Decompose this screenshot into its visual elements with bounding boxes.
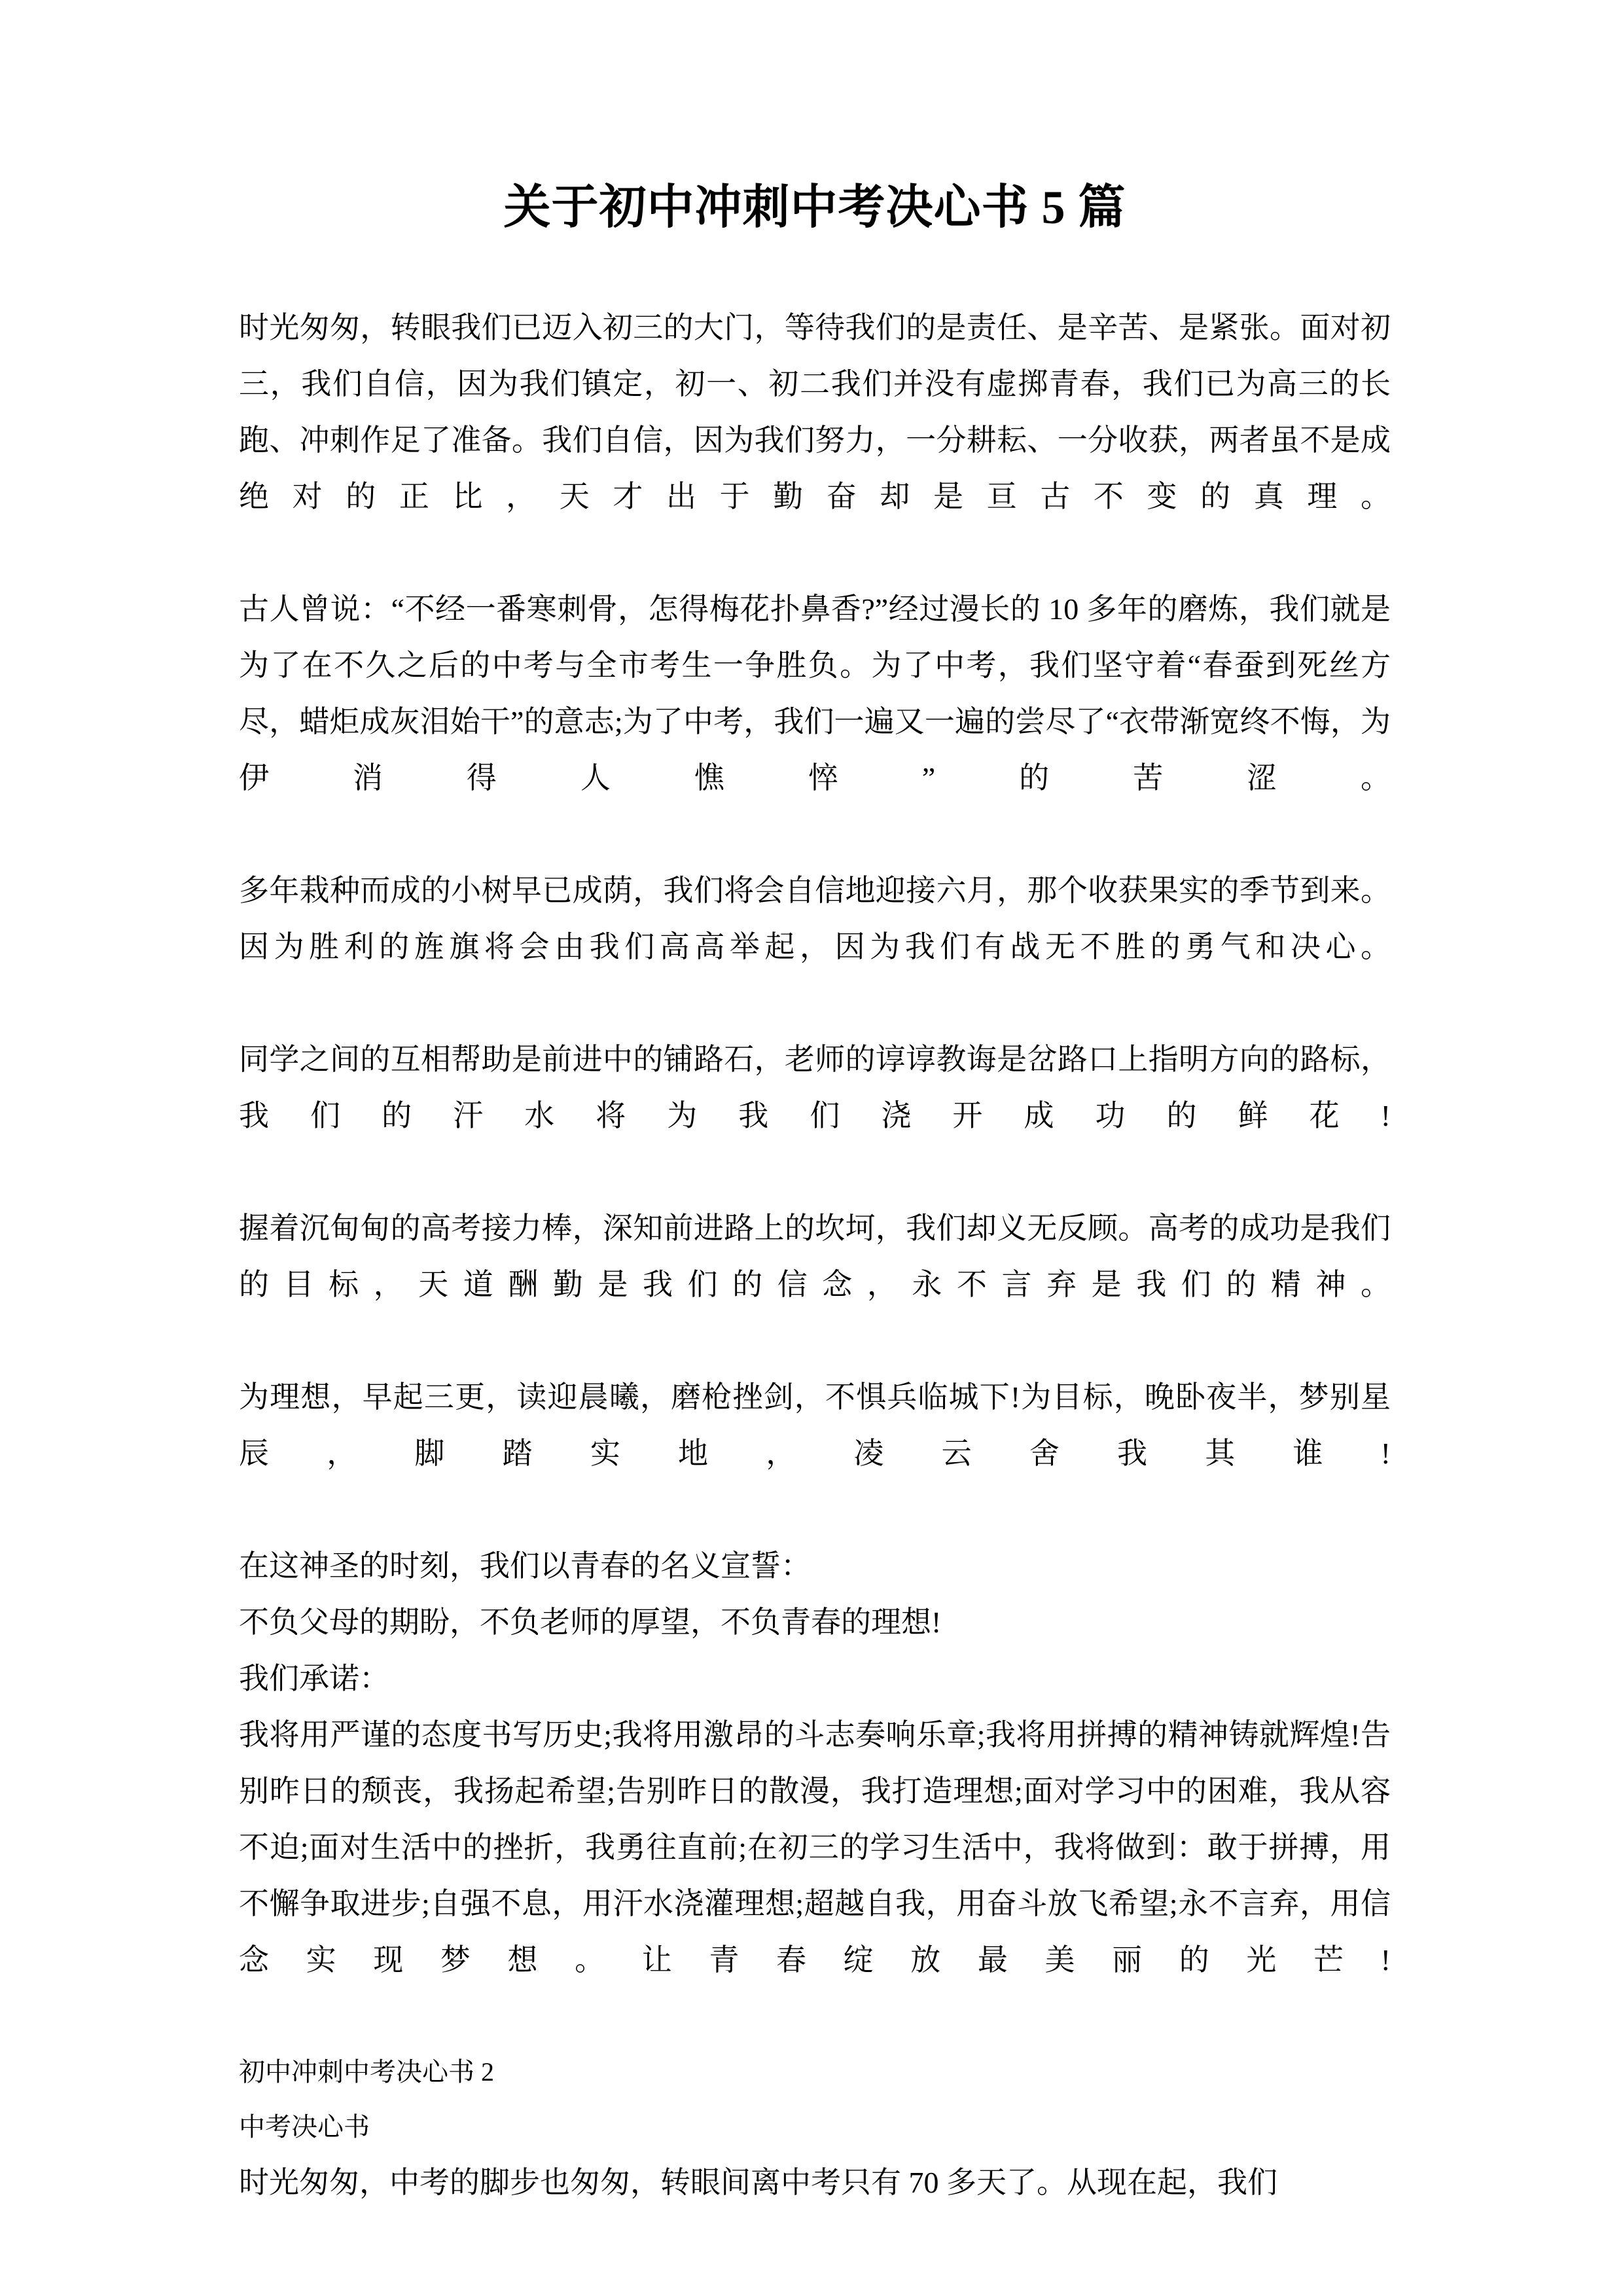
paragraph: 多年栽种而成的小树早已成荫，我们将会自信地迎接六月，那个收获果实的季节到来。因为胜利的旌旗将会由我们高高举起，因为我们有战无不胜的勇气和决心。 bbox=[239, 874, 1391, 963]
paragraph: 时光匆匆，中考的脚步也匆匆，转眼间离中考只有 70 多天了。从现在起，我们 bbox=[239, 2166, 1277, 2199]
paragraph: 时光匆匆，转眼我们已迈入初三的大门，等待我们的是责任、是辛苦、是紧张。面对初三，我们自信，因为我们镇定，初一、初二我们并没有虚掷青春，我们已为高三的长跑、冲刺作足了准备。我们自信，因为我们努力，一分耕耘、一分收获，两者虽不是成绝对的正比，天才出于勤奋却是亘古不变的真理。 bbox=[239, 311, 1391, 513]
paragraph: 在这神圣的时刻，我们以青春的名义宣誓： bbox=[239, 1549, 811, 1583]
paragraph: 古人曾说：“不经一番寒刺骨，怎得梅花扑鼻香?”经过漫长的 10 多年的磨炼，我们就是为了在不久之后的中考与全市考生一争胜负。为了中考，我们坚守着“春蚕到死丝方尽，蜡炬成灰泪始干”的意志;为了中考，我们一遍又一遍的尝尽了“衣带渐宽终不悔，为伊消得人憔悴”的苦涩。 bbox=[239, 592, 1391, 795]
paragraph: 为理想，早起三更，读迎晨曦，磨枪挫剑，不惧兵临城下!为目标，晚卧夜半，梦别星辰，脚踏实地，凌云舍我其谁! bbox=[239, 1380, 1391, 1470]
section-heading: 初中冲刺中考决心书 2 bbox=[239, 2057, 494, 2087]
document-body bbox=[239, 300, 1391, 2211]
page-title: 关于初中冲刺中考决心书 5 篇 bbox=[503, 181, 1126, 234]
document-content bbox=[239, 0, 1391, 2211]
paragraph: 握着沉甸甸的高考接力棒，深知前进路上的坎坷，我们却义无反顾。高考的成功是我们的目标，天道酬勤是我们的信念，永不言弃是我们的精神。 bbox=[239, 1211, 1391, 1301]
paragraph: 不负父母的期盼，不负老师的厚望，不负青春的理想! bbox=[239, 1605, 942, 1639]
paragraph: 同学之间的互相帮助是前进中的铺路石，老师的谆谆教诲是岔路口上指明方向的路标，我们的汗水将为我们浇开成功的鲜花! bbox=[239, 1043, 1391, 1132]
section-subheading: 中考决心书 bbox=[239, 2112, 370, 2142]
paragraph: 我将用严谨的态度书写历史;我将用激昂的斗志奏响乐章;我将用拼搏的精神铸就辉煌!告别昨日的颓丧，我扬起希望;告别昨日的散漫，我打造理想;面对学习中的困难，我从容不迫;面对生活中的挫折，我勇往直前;在初三的学习生活中，我将做到：敢于拼搏，用不懈争取进步;自强不息，用汗水浇灌理想;超越自我，用奋斗放飞希望;永不言弃，用信念实现梦想。让青春绽放最美丽的光芒! bbox=[239, 1718, 1391, 1977]
paragraph: 我们承诺： bbox=[239, 1662, 389, 1695]
